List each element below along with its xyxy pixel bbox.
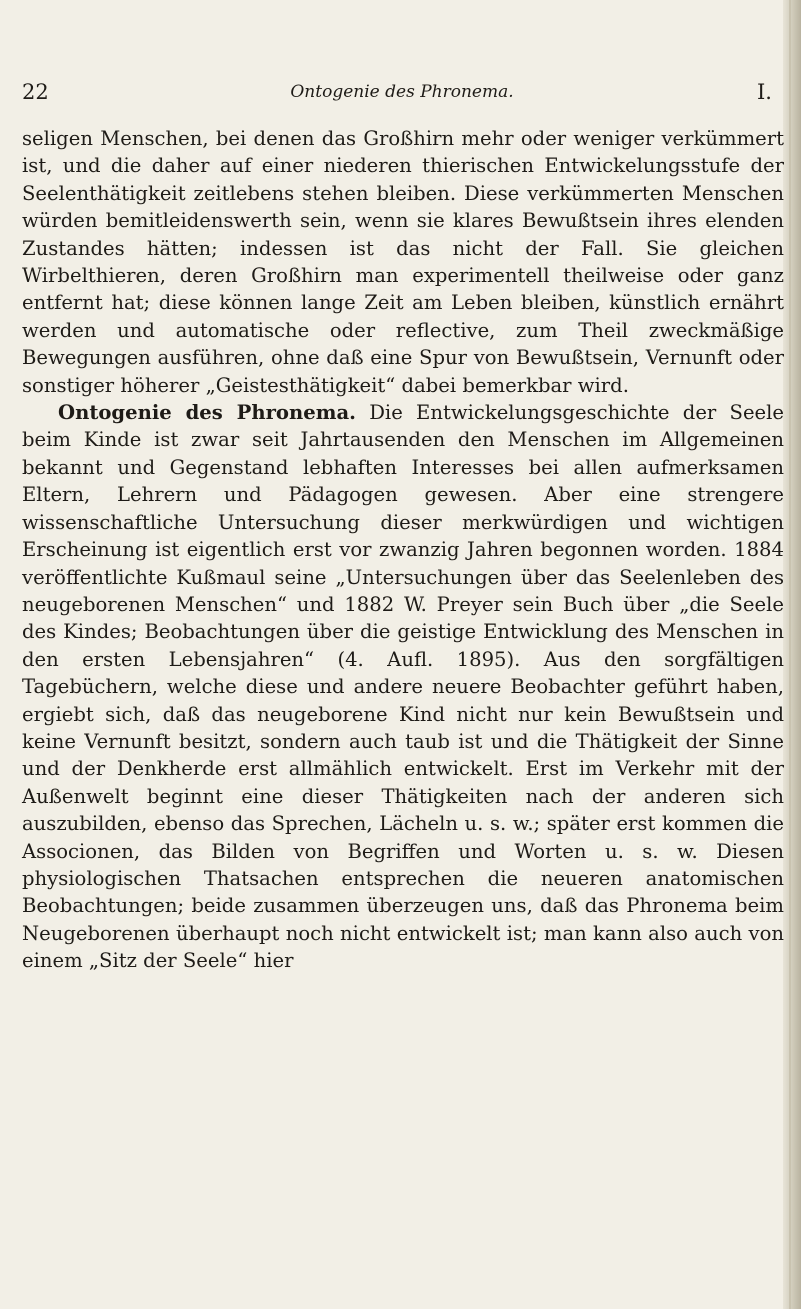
paragraph-1: seligen Menschen, bei denen das Großhirn mehr oder weniger verkümmert ist, und die daher auf einer niederen thierischen Entwickelungsstufe der Seelenthätigkeit zeitlebens stehen bleiben. Diese verkümmerten Menschen würden bemitleidenswerth sein, wenn sie klares Bewußtsein ihres elenden Zustandes hätten; indessen ist das nicht der Fall. Sie gleichen Wirbelthieren, deren Großhirn man experimentell theilweise oder ganz entfernt hat; diese können lange Zeit am Leben bleiben, künstlich ernährt werden und automatische oder reflective, zum Theil zweckmäßige Bewegungen ausführen, ohne daß eine Spur von Bewußtsein, Vernunft oder sonstiger höherer „Geistesthätigkeit“ dabei bemerkbar wird. <box>22 127 784 397</box>
book-gutter-edge <box>783 0 801 1309</box>
page-header <box>22 80 780 110</box>
page-number: 22 <box>22 80 49 104</box>
paragraph-2 <box>22 399 784 975</box>
section-numeral: I. <box>757 80 772 104</box>
page-body <box>22 125 784 975</box>
running-title: Ontogenie des Phronema. <box>290 82 514 102</box>
paragraph-heading: Ontogenie des Phronema. <box>58 401 356 425</box>
paragraph-2-text: Die Entwickelungsgeschichte der Seele beim Kinde ist zwar seit Jahrtausenden den Menschen im Allgemeinen bekannt und Gegenstand lebhaften Interesses bei allen aufmerksamen Eltern, Lehrern und Pädagogen gewesen. Aber eine strengere wissenschaftliche Untersuchung dieser merkwürdigen und wichtigen Erscheinung ist eigentlich erst vor zwanzig Jahren begonnen worden. 1884 veröffentlichte Kußmaul seine „Untersuchungen über das Seelenleben des neugeborenen Menschen“ und 1882 W. Preyer sein Buch über „die Seele des Kindes; Beobachtungen über die geistige Entwicklung des Menschen in den ersten Lebensjahren“ (4. Aufl. 1895). Aus den sorgfältigen Tagebüchern, welche diese und andere neuere Beobachter geführt haben, ergiebt sich, daß das neugeborene Kind nicht nur kein Bewußtsein und keine Vernunft besitzt, sondern auch taub ist und die Thätigkeit der Sinne und der Denkherde erst allmählich entwickelt. Erst im Verkehr mit der Außenwelt beginnt eine dieser Thätigkeiten nach der anderen sich auszubilden, ebenso das Sprechen, Lächeln u. s. w.; später erst kommen die Associonen, das Bilden von Begriffen und Worten u. s. w. Diesen physiologischen Thatsachen entsprechen die neueren anatomischen Beobachtungen; beide zusammen überzeugen uns, daß das Phronema beim Neugeborenen überhaupt noch nicht entwickelt ist; man kann also auch von einem „Sitz der Seele“ hier <box>22 401 784 973</box>
